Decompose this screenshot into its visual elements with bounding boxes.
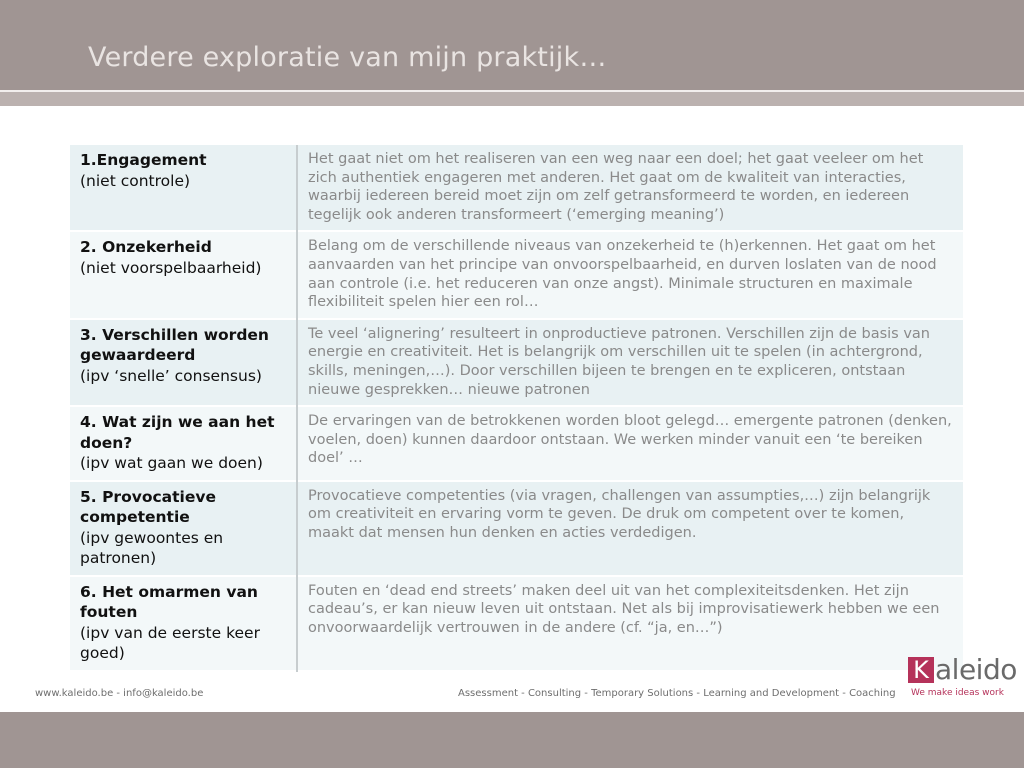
row-label-subtitle: (ipv ‘snelle’ consensus) bbox=[80, 366, 262, 385]
row-label-subtitle: (ipv gewoontes en patronen) bbox=[80, 528, 224, 568]
footer-services: Assessment - Consulting - Temporary Solutions - Learning and Development - Coaching bbox=[458, 688, 896, 699]
row-label-title: 2. Onzekerheid bbox=[80, 238, 212, 257]
table-row bbox=[70, 145, 963, 231]
row-label-cell bbox=[70, 406, 297, 481]
row-label-cell bbox=[70, 481, 297, 576]
row-label-cell bbox=[70, 319, 297, 406]
row-description: Provocatieve competenties (via vragen, challengen van assumpties,…) zijn belangrijk om creativiteit en ervaring vorm te geven. De druk om competent over te komen, maakt dat mensen hun denken en acties verdedigen. bbox=[308, 487, 931, 541]
kaleido-logo bbox=[908, 654, 1016, 702]
row-label-title: 1.Engagement bbox=[80, 151, 207, 169]
logo-tagline: We make ideas work bbox=[911, 688, 1004, 698]
row-description: Het gaat niet om het realiseren van een weg naar een doel; het gaat veeleer om het zich authentiek engageren met anderen. Het gaat om de kwaliteit van interacties, waarbij iedereen bereid moet zijn om zelf getransformeerd te worden, en iedereen tegelijk ook anderen transformeert (‘emerging meaning’) bbox=[308, 151, 924, 223]
table-row bbox=[70, 231, 963, 318]
table-row bbox=[70, 481, 963, 576]
footer-contact: www.kaleido.be - info@kaleido.be bbox=[35, 688, 204, 699]
row-label-cell bbox=[70, 145, 297, 231]
row-label-subtitle: (niet voorspelbaarheid) bbox=[80, 258, 262, 277]
logo-letter-k: K bbox=[908, 657, 934, 683]
row-label-title: 3. Verschillen worden gewaardeerd bbox=[80, 325, 269, 365]
principles-table bbox=[70, 145, 963, 672]
row-label-subtitle: (ipv wat gaan we doen) bbox=[80, 454, 263, 473]
table-row bbox=[70, 319, 963, 406]
row-label-subtitle: (ipv van de eerste keer goed) bbox=[80, 623, 260, 663]
row-label-cell bbox=[70, 231, 297, 318]
row-label-title: 5. Provocatieve competentie bbox=[80, 487, 216, 527]
row-label-title: 6. Het omarmen van fouten bbox=[80, 582, 258, 622]
row-description: Belang om de verschillende niveaus van onzekerheid te (h)erkennen. Het gaat om het aanvaarden van het principe van onvoorspelbaarheid, en durven loslaten van de nood aan controle (i.e. het reduceren van onze angst). Minimale structuren en maximale flexibiliteit spelen hier een rol… bbox=[308, 238, 937, 311]
row-label-title: 4. Wat zijn we aan het doen? bbox=[80, 413, 275, 452]
row-description: Te veel ‘alignering’ resulteert in onproductieve patronen. Verschillen zijn de basis van energie en creativiteit. Het is belangrijk om verschillen uit te spelen (in achtergrond, skills, meningen,…). Door verschillen bijeen te brengen en te expliceren, ontstaan nieuwe gesprekken… nieuwe patronen bbox=[308, 325, 930, 398]
row-label-subtitle: (niet controle) bbox=[80, 171, 191, 190]
logo-wordmark: aleido bbox=[935, 653, 1017, 686]
page-title: Verdere exploratie van mijn praktijk… bbox=[88, 42, 607, 73]
footer-band bbox=[0, 712, 1024, 768]
table-row bbox=[70, 406, 963, 481]
row-description: Fouten en ‘dead end streets’ maken deel uit van het complexiteitsdenken. Het zijn cadeau’s, er kan nieuw leven uit ontstaan. Net als bij improvisatiewerk hebben we een onvoorwaardelijk vertrouwen in de andere (cf. “ja, en…”) bbox=[308, 582, 940, 636]
header-divider-band bbox=[0, 92, 1024, 106]
header-band bbox=[0, 0, 1024, 90]
row-description: De ervaringen van de betrokkenen worden bloot gelegd… emergente patronen (denken, voelen, doen) kunnen daardoor ontstaan. We werken minder vanuit een ‘te bereiken doel’ … bbox=[308, 413, 952, 467]
table-row bbox=[70, 576, 963, 671]
row-label-cell bbox=[70, 576, 297, 671]
